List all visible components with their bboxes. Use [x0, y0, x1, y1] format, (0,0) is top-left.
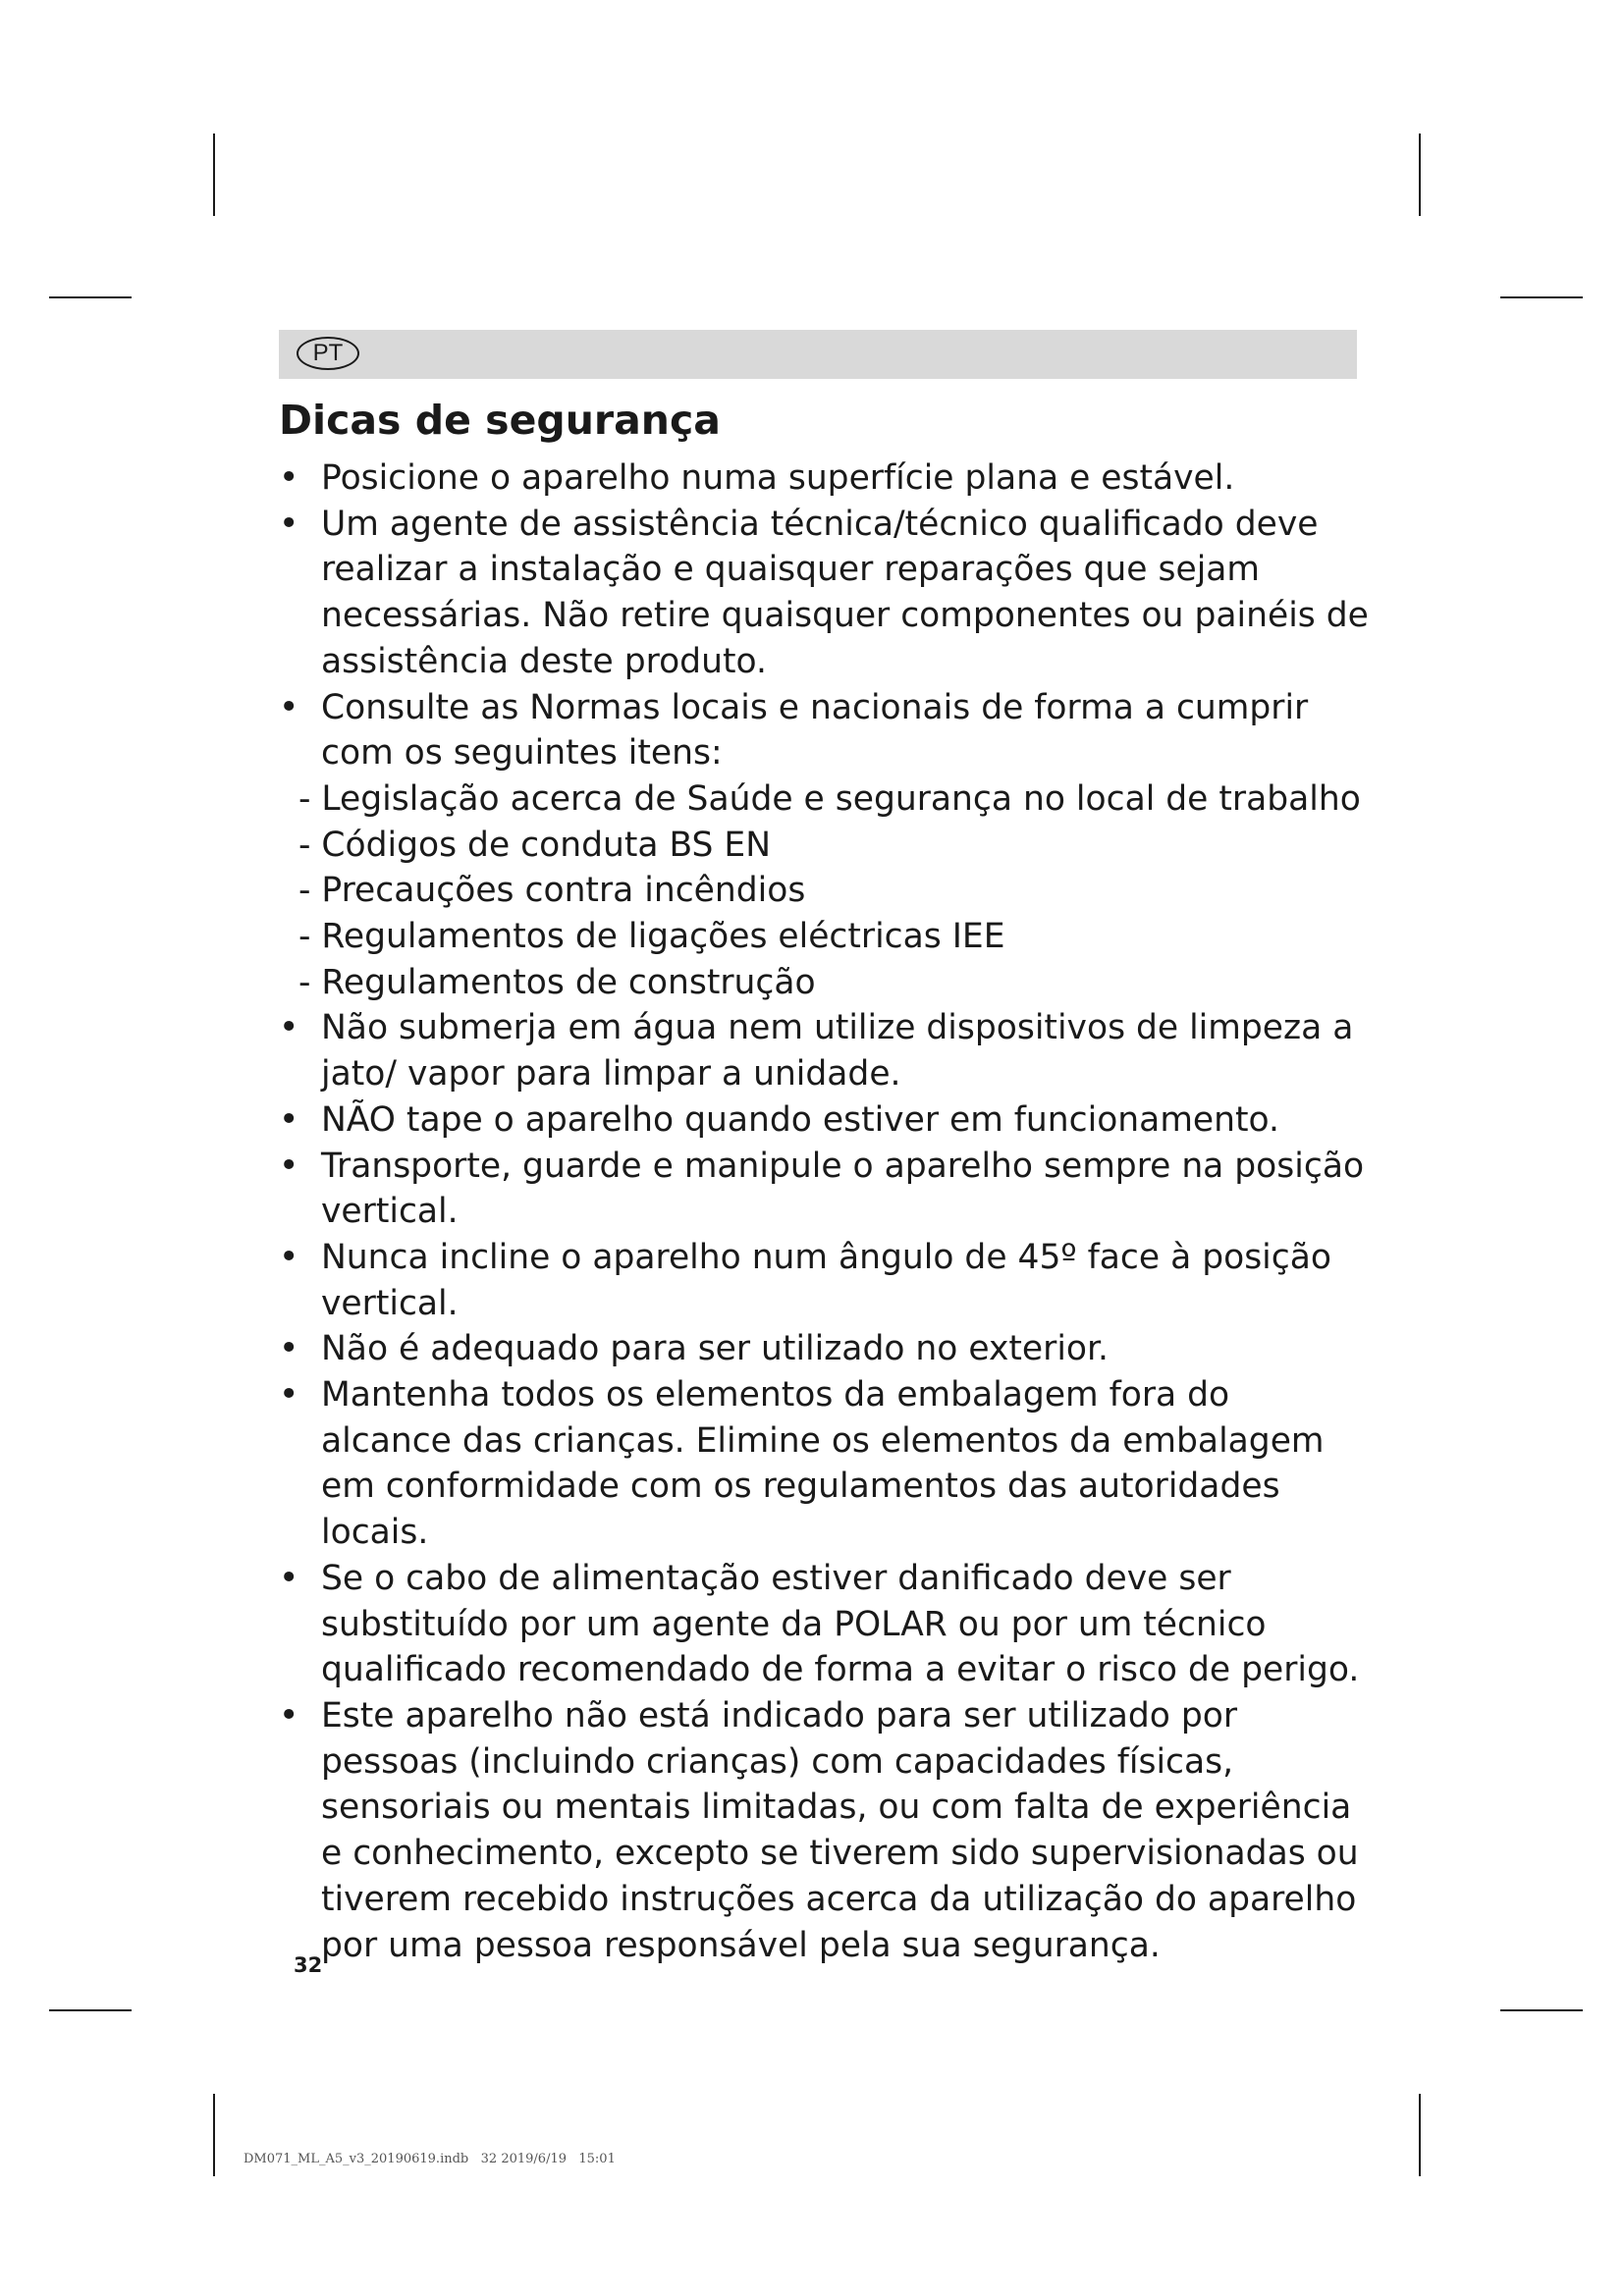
crop-mark-upper-right [1500, 296, 1583, 298]
safety-tip-text: Posicione o aparelho numa superfície plana e estável. [321, 458, 1235, 498]
dash-icon: - [298, 825, 311, 865]
safety-tip-text: Transporte, guarde e manipule o aparelho sempre na posição vertical. [321, 1146, 1365, 1232]
dash-icon: - [298, 962, 311, 1002]
standards-sub-item [298, 960, 1369, 1006]
crop-mark-bottom-right [1419, 2094, 1421, 2176]
safety-tip [279, 1235, 1369, 1326]
safety-tip [279, 1326, 1369, 1372]
safety-tip [279, 502, 1369, 685]
print-timestamp: 2019/6/19 15:01 [501, 2152, 616, 2166]
sub-list-wrapper [279, 776, 1369, 1006]
safety-tip-text: Este aparelho não está indicado para ser utilizado por pessoas (incluindo crianças) com capacidades físicas, sensoriais ou mentais limitadas, ou com falta de experiência e conhecimento, excepto se tiverem sido supervisionadas ou tiverem recebido instruções acerca da utilização do aparelho por uma pessoa responsável pela sua segurança. [321, 1695, 1359, 1965]
bullet-icon: • [279, 1008, 299, 1048]
standards-sub-item-text: Regulamentos de ligações eléctricas IEE [321, 917, 1005, 957]
bullet-icon: • [279, 687, 299, 727]
standards-sub-item-text: Códigos de conduta BS EN [321, 825, 772, 865]
crop-mark-top-left [213, 133, 215, 216]
language-header-bar [279, 330, 1357, 379]
safety-tips-section [279, 393, 1369, 1968]
bullet-icon: • [279, 1146, 299, 1186]
bullet-icon: • [279, 1695, 299, 1735]
safety-tips-list [279, 455, 1369, 1968]
crop-mark-lower-right [1500, 2009, 1583, 2011]
bullet-icon: • [279, 1558, 299, 1598]
safety-tip-text: Nunca incline o aparelho num ângulo de 45º face à posição vertical. [321, 1237, 1331, 1323]
standards-sub-list [279, 776, 1369, 1006]
crop-mark-lower-left [49, 2009, 132, 2011]
safety-tip-text: Não submerja em água nem utilize dispositivos de limpeza a jato/ vapor para limpar a unidade. [321, 1008, 1354, 1095]
safety-tip-text: Consulte as Normas locais e nacionais de forma a cumprir com os seguintes itens: [321, 687, 1309, 774]
print-file-info: DM071_ML_A5_v3_20190619.indb 32 [244, 2152, 498, 2166]
safety-tip [279, 1372, 1369, 1556]
language-badge: PT [297, 337, 359, 370]
safety-tip [279, 685, 1369, 776]
standards-sub-item-text: Legislação acerca de Saúde e segurança no local de trabalho [321, 778, 1361, 819]
standards-sub-item [298, 776, 1369, 823]
bullet-icon: • [279, 1329, 299, 1369]
bullet-icon: • [279, 504, 299, 544]
section-title: Dicas de segurança [279, 397, 721, 444]
safety-tip-text: Se o cabo de alimentação estiver danificado deve ser substituído por um agente da POLAR ou por um técnico qualificado recomendado de forma a evitar o risco de perigo. [321, 1558, 1360, 1690]
safety-tip-text: Não é adequado para ser utilizado no exterior. [321, 1329, 1110, 1369]
standards-sub-item-text: Precauções contra incêndios [321, 871, 806, 911]
crop-mark-bottom-left [213, 2094, 215, 2176]
safety-tip-text: Um agente de assistência técnica/técnico qualificado deve realizar a instalação e quaisquer reparações que sejam necessárias. Não retire quaisquer componentes ou painéis de assistência deste produto. [321, 504, 1369, 681]
page-number: 32 [294, 1953, 323, 1977]
safety-tip-text: NÃO tape o aparelho quando estiver em funcionamento. [321, 1099, 1280, 1140]
dash-icon: - [298, 917, 311, 957]
dash-icon: - [298, 871, 311, 911]
bullet-icon: • [279, 1237, 299, 1277]
safety-tip [279, 1144, 1369, 1235]
safety-tip [279, 1005, 1369, 1096]
bullet-icon: • [279, 458, 299, 498]
standards-sub-item [298, 823, 1369, 869]
safety-tip [279, 455, 1369, 502]
bullet-icon: • [279, 1375, 299, 1415]
standards-sub-item-text: Regulamentos de construção [321, 962, 816, 1002]
safety-tip [279, 1097, 1369, 1144]
crop-mark-top-right [1419, 133, 1421, 216]
crop-mark-upper-left [49, 296, 132, 298]
safety-tip [279, 1693, 1369, 1968]
safety-tip-text: Mantenha todos os elementos da embalagem fora do alcance das crianças. Elimine os elementos da embalagem em conformidade com os regulamentos das autoridades locais. [321, 1375, 1325, 1553]
bullet-icon: • [279, 1099, 299, 1140]
safety-tip [279, 1556, 1369, 1693]
print-slug [244, 2152, 616, 2166]
dash-icon: - [298, 778, 311, 819]
standards-sub-item [298, 914, 1369, 960]
standards-sub-item [298, 868, 1369, 914]
